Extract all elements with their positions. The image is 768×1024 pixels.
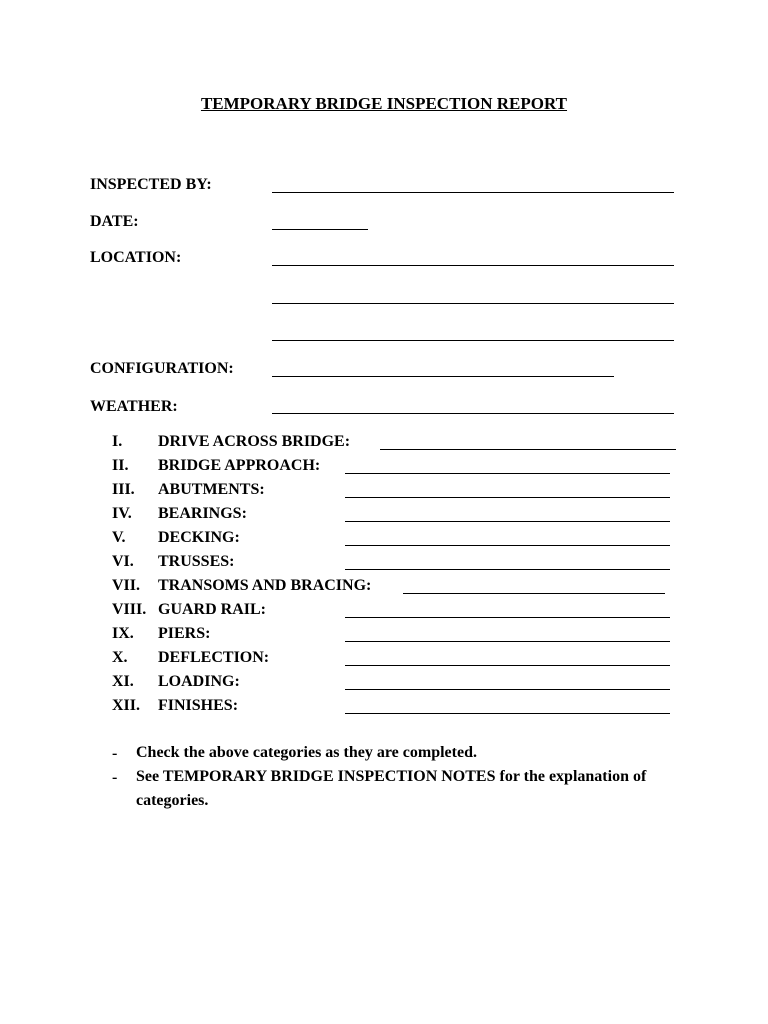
configuration-line[interactable]: [272, 376, 614, 377]
category-number: XII.: [112, 697, 141, 714]
category-number: II.: [112, 457, 129, 474]
category-number: III.: [112, 481, 135, 498]
location-label: LOCATION:: [90, 249, 182, 266]
category-line[interactable]: [403, 593, 665, 594]
category-name: DRIVE ACROSS BRIDGE:: [158, 433, 351, 450]
category-name: TRANSOMS AND BRACING:: [158, 577, 372, 594]
weather-line[interactable]: [272, 413, 674, 414]
category-number: VIII.: [112, 601, 147, 618]
report-title: TEMPORARY BRIDGE INSPECTION REPORT: [200, 94, 568, 113]
location-line-3[interactable]: [272, 340, 674, 341]
category-line[interactable]: [345, 641, 670, 642]
category-name: LOADING:: [158, 673, 240, 690]
category-number: VI.: [112, 553, 134, 570]
category-line[interactable]: [345, 569, 670, 570]
category-number: I.: [112, 433, 123, 450]
note-dash: -: [112, 769, 118, 786]
category-line[interactable]: [345, 617, 670, 618]
configuration-label: CONFIGURATION:: [90, 360, 234, 377]
category-number: VII.: [112, 577, 141, 594]
category-name: ABUTMENTS:: [158, 481, 265, 498]
weather-label: WEATHER:: [90, 398, 178, 415]
category-line[interactable]: [345, 545, 670, 546]
category-name: TRUSSES:: [158, 553, 235, 570]
category-name: PIERS:: [158, 625, 211, 642]
category-name: DECKING:: [158, 529, 240, 546]
category-number: IV.: [112, 505, 132, 522]
date-line[interactable]: [272, 229, 368, 230]
category-name: FINISHES:: [158, 697, 239, 714]
category-number: XI.: [112, 673, 134, 690]
category-line[interactable]: [345, 665, 670, 666]
category-line[interactable]: [345, 521, 670, 522]
note-see-inspection-notes: See TEMPORARY BRIDGE INSPECTION NOTES for the explanation of categories.: [136, 768, 647, 809]
category-number: X.: [112, 649, 128, 666]
category-line[interactable]: [380, 449, 676, 450]
inspected-by-line[interactable]: [272, 192, 674, 193]
category-number: IX.: [112, 625, 134, 642]
location-line-1[interactable]: [272, 265, 674, 266]
category-name: BRIDGE APPROACH:: [158, 457, 321, 474]
inspected-by-label: INSPECTED BY:: [90, 176, 212, 193]
category-name: BEARINGS:: [158, 505, 247, 522]
category-line[interactable]: [345, 497, 670, 498]
category-name: GUARD RAIL:: [158, 601, 266, 618]
category-line[interactable]: [345, 689, 670, 690]
category-number: V.: [112, 529, 126, 546]
location-line-2[interactable]: [272, 303, 674, 304]
category-line[interactable]: [345, 713, 670, 714]
date-label: DATE:: [90, 213, 139, 230]
category-name: DEFLECTION:: [158, 649, 270, 666]
note-check-categories: Check the above categories as they are completed.: [136, 744, 477, 761]
category-line[interactable]: [345, 473, 670, 474]
note-dash: -: [112, 745, 118, 762]
